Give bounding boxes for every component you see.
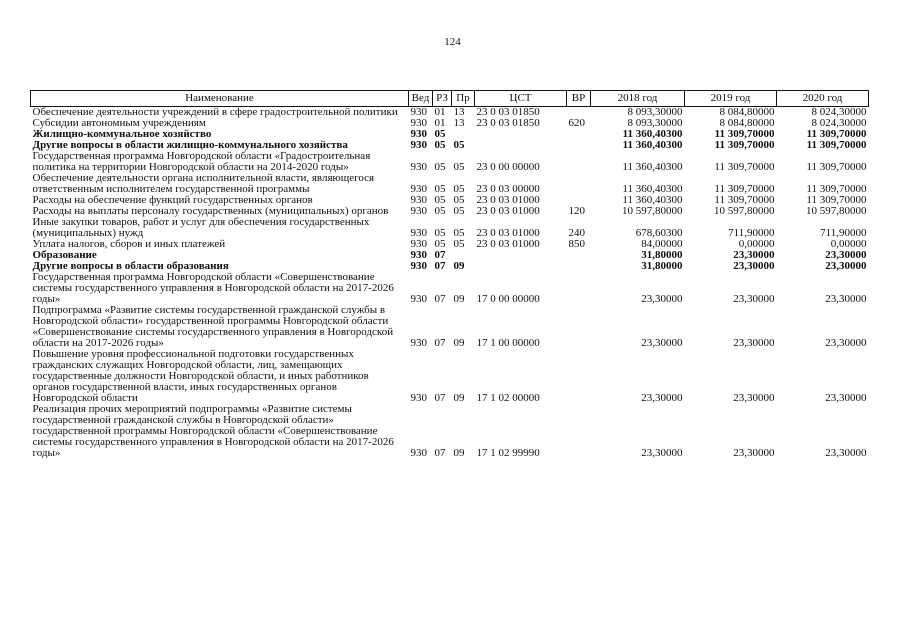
table-row [31,272,869,305]
cell-ved: 930 [410,183,427,195]
cell-cst: 23 0 03 01000 [476,205,540,217]
cell-2020: 23,30000 [825,249,867,261]
cell-2018: 8 093,30000 [627,117,683,129]
cell-cst: 17 1 02 99990 [476,447,540,459]
cell-rz: 05 [434,205,446,217]
cell-2020: 11 309,70000 [806,183,867,195]
cell-2019: 0,00000 [738,238,775,250]
cell-name: Субсидии автономным учреждениям [32,117,206,129]
cell-name: Государственная программа Новгородской области «Совершенствование системы государственного управления в Новгородской области на 2017-2026 годы» [32,271,394,305]
cell-ved: 930 [410,293,427,305]
cell-name: Иные закупки товаров, работ и услуг для обеспечения государственных (муниципальных) нужд [32,216,370,239]
cell-cst: 23 0 00 00000 [476,161,540,173]
cell-name: Другие вопросы в области образования [32,260,229,272]
cell-2020: 23,30000 [825,260,867,272]
cell-2019: 23,30000 [733,447,775,459]
header-pr: Пр [452,91,475,107]
cell-name: Жилищно-коммунальное хозяйство [32,128,212,140]
cell-vr: 620 [568,117,585,129]
cell-ved: 930 [410,194,427,206]
cell-pr: 13 [453,117,465,129]
cell-2018: 23,30000 [641,337,683,349]
cell-ved: 930 [410,128,427,140]
cell-2018: 11 360,40300 [622,183,683,195]
cell-rz: 05 [434,227,446,239]
table-row [31,173,869,195]
cell-rz: 01 [434,106,446,118]
header-2019: 2019 год [685,91,777,107]
cell-2018: 11 360,40300 [622,161,683,173]
cell-vr [567,250,591,261]
cell-2020: 11 309,70000 [806,194,867,206]
cell-pr: 09 [453,337,465,349]
cell-name: Обеспечение деятельности органа исполнительной власти, являющегося ответственным исполнителем государственной программы [32,172,375,195]
cell-ved: 930 [410,260,427,272]
cell-pr: 05 [453,139,465,151]
cell-2019: 11 309,70000 [714,161,775,173]
cell-2018: 11 360,40300 [622,128,683,140]
cell-cst [475,140,567,151]
page-number: 124 [444,36,461,48]
cell-name: Реализация прочих мероприятий подпрограммы «Развитие системы государственной гражданской службы в Новгородской области» государственной программы Новгородской области «Совершенствование системы государственного управления в Новгородской области на 2017-2026 годы» [32,403,394,459]
cell-vr: 120 [568,205,585,217]
cell-vr [567,404,591,459]
header-2020: 2020 год [777,91,869,107]
cell-pr: 09 [453,293,465,305]
cell-name: Уплата налогов, сборов и иных платежей [32,238,226,250]
cell-2018: 23,30000 [641,392,683,404]
cell-rz: 07 [434,260,446,272]
cell-2019: 11 309,70000 [714,194,775,206]
table-row [31,305,869,349]
cell-2019: 23,30000 [733,249,775,261]
cell-2019: 711,90000 [728,227,775,239]
cell-pr: 05 [453,205,465,217]
cell-ved: 930 [410,106,427,118]
cell-2019: 23,30000 [733,293,775,305]
cell-vr [567,151,591,173]
cell-rz: 07 [434,392,446,404]
cell-name: Обеспечение деятельности учреждений в сфере градостроительной политики [32,106,398,118]
cell-2019: 10 597,80000 [714,205,775,217]
cell-ved: 930 [410,392,427,404]
cell-cst: 23 0 03 01000 [476,227,540,239]
cell-pr: 13 [453,106,465,118]
cell-2018: 31,80000 [641,249,683,261]
cell-ved: 930 [410,238,427,250]
cell-rz: 05 [434,161,446,173]
header-vr: ВР [567,91,591,107]
cell-2020: 8 024,30000 [811,106,867,118]
cell-2020: 23,30000 [825,392,867,404]
cell-2018: 11 360,40300 [622,139,683,151]
cell-2019: 23,30000 [733,260,775,272]
cell-vr [567,173,591,195]
header-2018: 2018 год [591,91,685,107]
cell-rz: 05 [434,183,446,195]
cell-vr [567,129,591,140]
cell-name: Подпрограмма «Развитие системы государственной гражданской службы в Новгородской области» государственной программы Новгородской области «Совершенствование системы государственного управления в Новгородской области на 2017-2026 годы» [32,304,394,349]
table-row [31,151,869,173]
cell-vr [567,261,591,272]
cell-name: Образование [32,249,97,261]
cell-cst: 17 1 02 00000 [476,392,540,404]
cell-rz: 05 [434,238,446,250]
cell-pr: 05 [453,161,465,173]
header-ved: Вед [409,91,433,107]
cell-pr: 05 [453,238,465,250]
cell-cst [475,129,567,140]
cell-2020: 8 024,30000 [811,117,867,129]
cell-name: Повышение уровня профессиональной подготовки государственных гражданских служащих Новгородской области, лиц, замещающих государственные должности Новгородской области, и иных работников органов государственной власти, иных государственных органов Новгородской области [32,348,369,404]
table-row [31,217,869,239]
cell-2020: 23,30000 [825,293,867,305]
cell-pr: 05 [453,194,465,206]
cell-ved: 930 [410,249,427,261]
table-row [31,349,869,404]
cell-cst: 23 0 03 01000 [476,194,540,206]
cell-pr: 09 [453,260,465,272]
cell-2019: 8 084,80000 [719,117,775,129]
cell-vr [567,305,591,349]
cell-cst: 23 0 03 01850 [476,117,540,129]
cell-rz: 07 [434,249,446,261]
cell-2020: 711,90000 [820,227,867,239]
cell-pr: 09 [453,447,465,459]
table-row [31,404,869,459]
cell-2018: 31,80000 [641,260,683,272]
cell-cst: 23 0 03 01000 [476,238,540,250]
cell-vr [567,349,591,404]
cell-vr: 240 [568,227,585,239]
cell-2020: 11 309,70000 [806,161,867,173]
cell-2019: 11 309,70000 [714,128,775,140]
cell-2018: 8 093,30000 [627,106,683,118]
cell-name: Расходы на выплаты персоналу государственных (муниципальных) органов [32,205,389,217]
cell-2018: 678,60300 [635,227,683,239]
cell-2018: 23,30000 [641,447,683,459]
cell-2020: 11 309,70000 [806,139,867,151]
cell-cst: 23 0 03 01850 [476,106,540,118]
header-rz: РЗ [433,91,452,107]
cell-rz: 05 [434,194,446,206]
cell-name: Расходы на обеспечение функций государственных органов [32,194,313,206]
cell-2020: 23,30000 [825,447,867,459]
cell-rz: 07 [434,447,446,459]
cell-2018: 23,30000 [641,293,683,305]
cell-2019: 8 084,80000 [719,106,775,118]
cell-ved: 930 [410,337,427,349]
cell-cst: 17 1 00 00000 [476,337,540,349]
cell-pr: 05 [453,183,465,195]
cell-cst: 23 0 03 00000 [476,183,540,195]
cell-ved: 930 [410,205,427,217]
cell-rz: 07 [434,293,446,305]
budget-table [30,90,869,459]
cell-2018: 84,00000 [641,238,683,250]
header-name: Наименование [31,91,409,107]
cell-pr: 05 [453,227,465,239]
cell-pr: 09 [453,392,465,404]
table-body [31,107,869,460]
cell-cst [475,261,567,272]
cell-2019: 23,30000 [733,392,775,404]
cell-rz: 05 [434,139,446,151]
cell-ved: 930 [410,227,427,239]
cell-ved: 930 [410,139,427,151]
cell-2019: 11 309,70000 [714,139,775,151]
cell-vr [567,272,591,305]
cell-cst: 17 0 00 00000 [476,293,540,305]
cell-cst [475,250,567,261]
cell-2020: 10 597,80000 [806,205,867,217]
cell-rz: 01 [434,117,446,129]
cell-2020: 11 309,70000 [806,128,867,140]
cell-2020: 0,00000 [830,238,867,250]
cell-2019: 23,30000 [733,337,775,349]
cell-name: Государственная программа Новгородской области «Градостроительная политика на территории Новгородской области на 2014-2020 годы» [32,150,371,173]
cell-vr [567,140,591,151]
cell-ved: 930 [410,161,427,173]
cell-2019: 11 309,70000 [714,183,775,195]
header-cst: ЦСТ [475,91,567,107]
cell-name: Другие вопросы в области жилищно-коммунального хозяйства [32,139,348,151]
cell-ved: 930 [410,117,427,129]
cell-vr: 850 [568,238,585,250]
cell-ved: 930 [410,447,427,459]
cell-2018: 10 597,80000 [622,205,683,217]
cell-rz: 05 [434,128,446,140]
cell-2020: 23,30000 [825,337,867,349]
cell-2018: 11 360,40300 [622,194,683,206]
cell-rz: 07 [434,337,446,349]
table-header-row [31,91,869,107]
